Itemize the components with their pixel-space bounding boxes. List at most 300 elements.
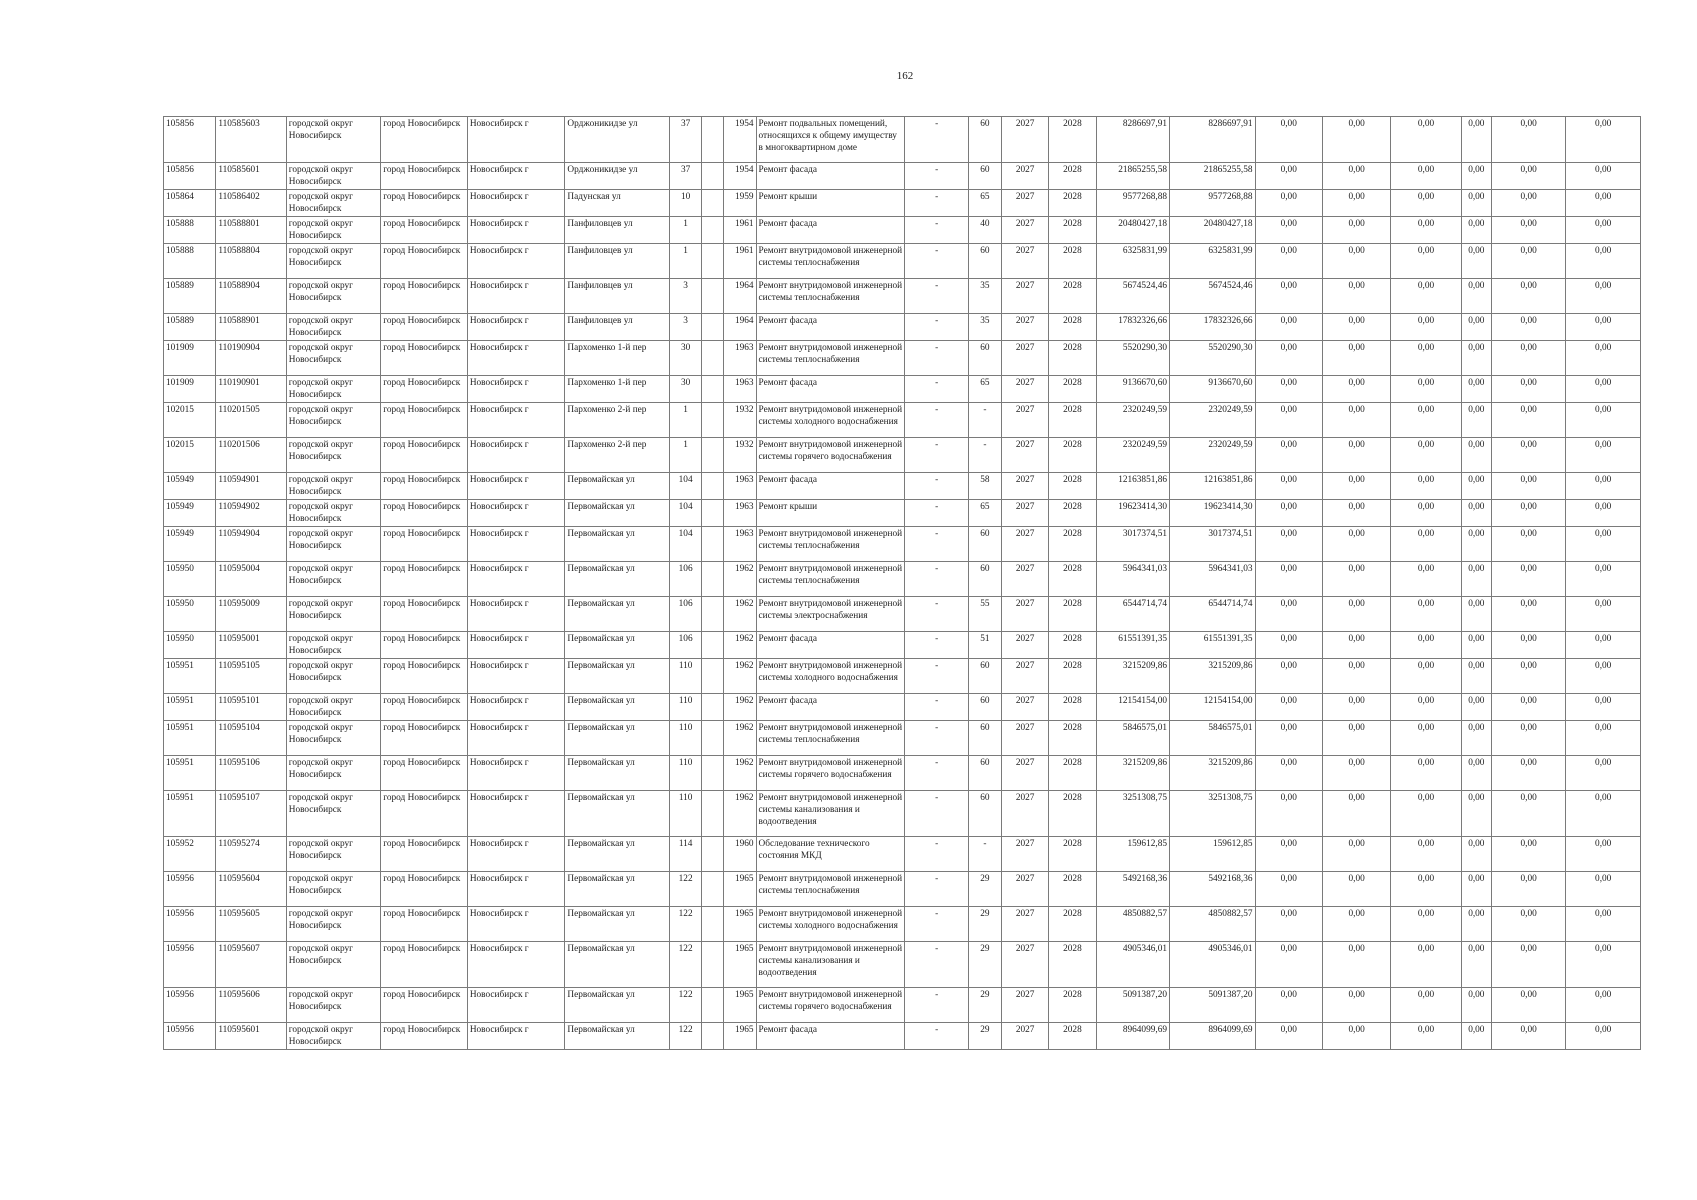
cell-street: Падунская ул: [565, 190, 670, 217]
cell-build-year: 1963: [724, 341, 756, 376]
cell-work-id: 110585603: [216, 117, 286, 163]
cell-plan-end-year: 2028: [1049, 837, 1096, 872]
cell-owners-funds: 0,00: [1461, 659, 1491, 694]
cell-owners-funds: 0,00: [1461, 163, 1491, 190]
cell-city: Новосибирск г: [467, 756, 565, 791]
cell-material: -: [905, 244, 968, 279]
cell-material: -: [905, 190, 968, 217]
cell-material: -: [905, 907, 968, 942]
cell-wear-percent: 29: [968, 988, 1001, 1023]
cell-build-year: 1961: [724, 244, 756, 279]
cell-house-number: 3: [670, 279, 702, 314]
table-row: [164, 791, 1641, 837]
cell-building: [702, 403, 724, 438]
table-row: [164, 314, 1641, 341]
cell-fund-cost: 3215209,86: [1170, 659, 1256, 694]
table-row: [164, 1023, 1641, 1050]
cell-municipal-district: городской округ Новосибирск: [286, 988, 381, 1023]
cell-street: Пархоменко 2-й пер: [565, 438, 670, 473]
page-number: 162: [896, 70, 914, 82]
cell-material: -: [905, 279, 968, 314]
cell-house-number: 1: [670, 403, 702, 438]
cell-settlement: город Новосибирск: [381, 632, 468, 659]
cell-material: -: [905, 217, 968, 244]
cell-settlement: город Новосибирск: [381, 473, 468, 500]
cell-subsidy-local: 0,00: [1391, 837, 1461, 872]
cell-work-id: 110588804: [216, 244, 286, 279]
cell-owners-funds: 0,00: [1461, 403, 1491, 438]
cell-owners-funds: 0,00: [1461, 942, 1491, 988]
cell-plan-start-year: 2027: [1002, 190, 1049, 217]
cell-subsidy-local: 0,00: [1391, 632, 1461, 659]
cell-work-id: 110595606: [216, 988, 286, 1023]
cell-building: [702, 314, 724, 341]
cell-city: Новосибирск г: [467, 341, 565, 376]
table-row: [164, 527, 1641, 562]
cell-house-id: 105956: [164, 1023, 216, 1050]
cell-settlement: город Новосибирск: [381, 942, 468, 988]
cell-work-id: 110190901: [216, 376, 286, 403]
cell-work-type: Ремонт внутридомовой инженерной системы теплоснабжения: [756, 279, 905, 314]
cell-plan-end-year: 2028: [1049, 341, 1096, 376]
cell-house-number: 10: [670, 190, 702, 217]
cell-owners-funds: 0,00: [1461, 756, 1491, 791]
cell-owners-funds: 0,00: [1461, 244, 1491, 279]
cell-plan-end-year: 2028: [1049, 907, 1096, 942]
cell-plan-start-year: 2027: [1002, 694, 1049, 721]
cell-house-number: 122: [670, 1023, 702, 1050]
cell-settlement: город Новосибирск: [381, 163, 468, 190]
cell-wear-percent: 58: [968, 473, 1001, 500]
cell-subsidy-regional: 0,00: [1322, 473, 1390, 500]
cell-work-id: 110585601: [216, 163, 286, 190]
cell-house-number: 1: [670, 438, 702, 473]
cell-subsidy-federal: 0,00: [1255, 376, 1322, 403]
cell-house-number: 110: [670, 659, 702, 694]
cell-building: [702, 942, 724, 988]
cell-build-year: 1962: [724, 721, 756, 756]
cell-municipal-district: городской округ Новосибирск: [286, 942, 381, 988]
cell-subsidy-federal: 0,00: [1255, 190, 1322, 217]
table-row: [164, 217, 1641, 244]
cell-subsidy-local: 0,00: [1391, 376, 1461, 403]
cell-fund-cost: 6544714,74: [1170, 597, 1256, 632]
cell-house-number: 106: [670, 632, 702, 659]
cell-city: Новосибирск г: [467, 988, 565, 1023]
cell-total-cost: 159612,85: [1096, 837, 1169, 872]
cell-subsidy-federal: 0,00: [1255, 217, 1322, 244]
cell-work-type: Ремонт внутридомовой инженерной системы горячего водоснабжения: [756, 988, 905, 1023]
cell-municipal-district: городской округ Новосибирск: [286, 403, 381, 438]
cell-owners-funds: 0,00: [1461, 341, 1491, 376]
cell-work-type: Ремонт фасада: [756, 473, 905, 500]
cell-house-id: 105951: [164, 659, 216, 694]
cell-city: Новосибирск г: [467, 872, 565, 907]
cell-street: Первомайская ул: [565, 1023, 670, 1050]
cell-owners-funds: 0,00: [1461, 279, 1491, 314]
table-row: [164, 438, 1641, 473]
cell-owners-funds: 0,00: [1461, 527, 1491, 562]
cell-plan-start-year: 2027: [1002, 632, 1049, 659]
cell-total-cost: 6544714,74: [1096, 597, 1169, 632]
cell-settlement: город Новосибирск: [381, 217, 468, 244]
cell-street: Пархоменко 1-й пер: [565, 376, 670, 403]
cell-street: Первомайская ул: [565, 632, 670, 659]
cell-subsidy-local: 0,00: [1391, 341, 1461, 376]
cell-settlement: город Новосибирск: [381, 117, 468, 163]
cell-other-funds: 0,00: [1491, 279, 1565, 314]
cell-work-type: Ремонт внутридомовой инженерной системы теплоснабжения: [756, 562, 905, 597]
cell-city: Новосибирск г: [467, 562, 565, 597]
cell-subsidy-federal: 0,00: [1255, 341, 1322, 376]
cell-plan-start-year: 2027: [1002, 117, 1049, 163]
cell-wear-percent: 65: [968, 500, 1001, 527]
cell-subsidy-federal: 0,00: [1255, 907, 1322, 942]
cell-material: -: [905, 403, 968, 438]
cell-settlement: город Новосибирск: [381, 438, 468, 473]
cell-house-id: 105949: [164, 473, 216, 500]
cell-build-year: 1963: [724, 500, 756, 527]
cell-work-type: Ремонт фасада: [756, 376, 905, 403]
cell-total-cost: 4905346,01: [1096, 942, 1169, 988]
cell-settlement: город Новосибирск: [381, 597, 468, 632]
cell-building: [702, 632, 724, 659]
cell-house-number: 30: [670, 376, 702, 403]
cell-work-type: Ремонт внутридомовой инженерной системы горячего водоснабжения: [756, 438, 905, 473]
cell-plan-start-year: 2027: [1002, 562, 1049, 597]
cell-wear-percent: 60: [968, 791, 1001, 837]
cell-subsidy-regional: 0,00: [1322, 791, 1390, 837]
cell-street: Первомайская ул: [565, 942, 670, 988]
cell-municipal-district: городской округ Новосибирск: [286, 438, 381, 473]
cell-fund-cost: 61551391,35: [1170, 632, 1256, 659]
table-row: [164, 190, 1641, 217]
cell-settlement: город Новосибирск: [381, 1023, 468, 1050]
cell-total-cost: 3017374,51: [1096, 527, 1169, 562]
cell-build-year: 1932: [724, 403, 756, 438]
cell-material: -: [905, 376, 968, 403]
cell-street: Орджоникидзе ул: [565, 117, 670, 163]
cell-subsidy-federal: 0,00: [1255, 314, 1322, 341]
cell-subsidy-federal: 0,00: [1255, 438, 1322, 473]
cell-municipal-district: городской округ Новосибирск: [286, 217, 381, 244]
cell-extra-funds: 0,00: [1566, 872, 1641, 907]
cell-extra-funds: 0,00: [1566, 314, 1641, 341]
cell-subsidy-local: 0,00: [1391, 597, 1461, 632]
cell-material: -: [905, 659, 968, 694]
cell-settlement: город Новосибирск: [381, 907, 468, 942]
cell-fund-cost: 3017374,51: [1170, 527, 1256, 562]
cell-house-number: 3: [670, 314, 702, 341]
cell-total-cost: 4850882,57: [1096, 907, 1169, 942]
table-row: [164, 117, 1641, 163]
cell-street: Пархоменко 1-й пер: [565, 341, 670, 376]
cell-city: Новосибирск г: [467, 942, 565, 988]
cell-build-year: 1963: [724, 473, 756, 500]
cell-house-id: 105950: [164, 562, 216, 597]
cell-plan-end-year: 2028: [1049, 694, 1096, 721]
cell-extra-funds: 0,00: [1566, 659, 1641, 694]
cell-material: -: [905, 163, 968, 190]
cell-build-year: 1954: [724, 117, 756, 163]
cell-plan-start-year: 2027: [1002, 721, 1049, 756]
cell-street: Первомайская ул: [565, 837, 670, 872]
cell-owners-funds: 0,00: [1461, 837, 1491, 872]
cell-subsidy-local: 0,00: [1391, 1023, 1461, 1050]
cell-total-cost: 61551391,35: [1096, 632, 1169, 659]
cell-municipal-district: городской округ Новосибирск: [286, 632, 381, 659]
cell-street: Пархоменко 2-й пер: [565, 403, 670, 438]
table-row: [164, 244, 1641, 279]
cell-build-year: 1963: [724, 527, 756, 562]
cell-total-cost: 2320249,59: [1096, 438, 1169, 473]
table-row: [164, 988, 1641, 1023]
cell-build-year: 1965: [724, 872, 756, 907]
cell-work-id: 110595274: [216, 837, 286, 872]
cell-subsidy-federal: 0,00: [1255, 597, 1322, 632]
cell-other-funds: 0,00: [1491, 438, 1565, 473]
cell-plan-end-year: 2028: [1049, 314, 1096, 341]
cell-wear-percent: 60: [968, 694, 1001, 721]
cell-work-id: 110201505: [216, 403, 286, 438]
cell-other-funds: 0,00: [1491, 314, 1565, 341]
cell-wear-percent: 60: [968, 562, 1001, 597]
cell-city: Новосибирск г: [467, 837, 565, 872]
cell-subsidy-local: 0,00: [1391, 721, 1461, 756]
cell-settlement: город Новосибирск: [381, 341, 468, 376]
cell-work-id: 110595104: [216, 721, 286, 756]
cell-subsidy-federal: 0,00: [1255, 117, 1322, 163]
cell-settlement: город Новосибирск: [381, 694, 468, 721]
cell-subsidy-regional: 0,00: [1322, 403, 1390, 438]
cell-settlement: город Новосибирск: [381, 721, 468, 756]
cell-plan-start-year: 2027: [1002, 217, 1049, 244]
cell-municipal-district: городской округ Новосибирск: [286, 279, 381, 314]
cell-street: Первомайская ул: [565, 597, 670, 632]
cell-material: -: [905, 694, 968, 721]
cell-work-type: Ремонт внутридомовой инженерной системы теплоснабжения: [756, 341, 905, 376]
cell-build-year: 1962: [724, 632, 756, 659]
table-row: [164, 756, 1641, 791]
cell-work-type: Ремонт фасада: [756, 217, 905, 244]
cell-owners-funds: 0,00: [1461, 597, 1491, 632]
cell-material: -: [905, 562, 968, 597]
cell-plan-end-year: 2028: [1049, 403, 1096, 438]
cell-subsidy-regional: 0,00: [1322, 907, 1390, 942]
cell-extra-funds: 0,00: [1566, 597, 1641, 632]
cell-city: Новосибирск г: [467, 597, 565, 632]
cell-work-id: 110588904: [216, 279, 286, 314]
cell-city: Новосибирск г: [467, 721, 565, 756]
cell-street: Первомайская ул: [565, 988, 670, 1023]
cell-work-id: 110588901: [216, 314, 286, 341]
cell-build-year: 1965: [724, 907, 756, 942]
cell-settlement: город Новосибирск: [381, 314, 468, 341]
cell-subsidy-local: 0,00: [1391, 438, 1461, 473]
cell-wear-percent: -: [968, 438, 1001, 473]
cell-house-id: 105956: [164, 872, 216, 907]
cell-street: Панфиловцев ул: [565, 314, 670, 341]
cell-other-funds: 0,00: [1491, 597, 1565, 632]
cell-subsidy-local: 0,00: [1391, 500, 1461, 527]
cell-plan-start-year: 2027: [1002, 1023, 1049, 1050]
cell-other-funds: 0,00: [1491, 942, 1565, 988]
cell-building: [702, 527, 724, 562]
cell-subsidy-federal: 0,00: [1255, 244, 1322, 279]
cell-plan-end-year: 2028: [1049, 117, 1096, 163]
table-row: [164, 562, 1641, 597]
cell-owners-funds: 0,00: [1461, 872, 1491, 907]
cell-plan-end-year: 2028: [1049, 527, 1096, 562]
cell-work-type: Ремонт фасада: [756, 1023, 905, 1050]
cell-work-type: Ремонт крыши: [756, 500, 905, 527]
cell-wear-percent: 35: [968, 279, 1001, 314]
cell-city: Новосибирск г: [467, 473, 565, 500]
cell-extra-funds: 0,00: [1566, 438, 1641, 473]
cell-subsidy-federal: 0,00: [1255, 562, 1322, 597]
cell-building: [702, 473, 724, 500]
cell-settlement: город Новосибирск: [381, 279, 468, 314]
cell-house-number: 106: [670, 562, 702, 597]
cell-street: Первомайская ул: [565, 721, 670, 756]
cell-municipal-district: городской округ Новосибирск: [286, 244, 381, 279]
cell-total-cost: 20480427,18: [1096, 217, 1169, 244]
table-body: [164, 117, 1641, 1050]
cell-settlement: город Новосибирск: [381, 244, 468, 279]
cell-city: Новосибирск г: [467, 403, 565, 438]
cell-building: [702, 837, 724, 872]
table-row: [164, 597, 1641, 632]
cell-municipal-district: городской округ Новосибирск: [286, 659, 381, 694]
cell-subsidy-federal: 0,00: [1255, 791, 1322, 837]
cell-fund-cost: 8286697,91: [1170, 117, 1256, 163]
cell-house-id: 105951: [164, 791, 216, 837]
cell-building: [702, 872, 724, 907]
cell-subsidy-regional: 0,00: [1322, 721, 1390, 756]
cell-material: -: [905, 791, 968, 837]
cell-build-year: 1962: [724, 694, 756, 721]
cell-municipal-district: городской округ Новосибирск: [286, 163, 381, 190]
cell-plan-end-year: 2028: [1049, 244, 1096, 279]
cell-plan-end-year: 2028: [1049, 632, 1096, 659]
table-row: [164, 279, 1641, 314]
cell-other-funds: 0,00: [1491, 907, 1565, 942]
cell-house-id: 105951: [164, 721, 216, 756]
cell-fund-cost: 2320249,59: [1170, 438, 1256, 473]
cell-total-cost: 6325831,99: [1096, 244, 1169, 279]
cell-fund-cost: 21865255,58: [1170, 163, 1256, 190]
cell-house-number: 30: [670, 341, 702, 376]
cell-subsidy-regional: 0,00: [1322, 117, 1390, 163]
cell-subsidy-federal: 0,00: [1255, 279, 1322, 314]
cell-municipal-district: городской округ Новосибирск: [286, 694, 381, 721]
cell-building: [702, 756, 724, 791]
cell-wear-percent: 29: [968, 1023, 1001, 1050]
cell-building: [702, 791, 724, 837]
cell-plan-end-year: 2028: [1049, 376, 1096, 403]
cell-building: [702, 907, 724, 942]
cell-plan-end-year: 2028: [1049, 473, 1096, 500]
cell-plan-start-year: 2027: [1002, 403, 1049, 438]
cell-other-funds: 0,00: [1491, 694, 1565, 721]
cell-street: Первомайская ул: [565, 694, 670, 721]
cell-total-cost: 3215209,86: [1096, 659, 1169, 694]
cell-plan-start-year: 2027: [1002, 376, 1049, 403]
cell-total-cost: 12154154,00: [1096, 694, 1169, 721]
cell-subsidy-regional: 0,00: [1322, 694, 1390, 721]
cell-subsidy-federal: 0,00: [1255, 721, 1322, 756]
cell-house-number: 114: [670, 837, 702, 872]
cell-plan-end-year: 2028: [1049, 163, 1096, 190]
cell-work-type: Ремонт внутридомовой инженерной системы теплоснабжения: [756, 527, 905, 562]
cell-work-type: Ремонт крыши: [756, 190, 905, 217]
cell-house-id: 105889: [164, 314, 216, 341]
cell-fund-cost: 2320249,59: [1170, 403, 1256, 438]
cell-subsidy-regional: 0,00: [1322, 279, 1390, 314]
cell-street: Орджоникидзе ул: [565, 163, 670, 190]
cell-work-id: 110190904: [216, 341, 286, 376]
cell-settlement: город Новосибирск: [381, 527, 468, 562]
cell-fund-cost: 159612,85: [1170, 837, 1256, 872]
cell-total-cost: 8964099,69: [1096, 1023, 1169, 1050]
cell-subsidy-regional: 0,00: [1322, 562, 1390, 597]
cell-city: Новосибирск г: [467, 217, 565, 244]
cell-build-year: 1963: [724, 376, 756, 403]
cell-settlement: город Новосибирск: [381, 659, 468, 694]
cell-build-year: 1959: [724, 190, 756, 217]
cell-street: Первомайская ул: [565, 756, 670, 791]
cell-street: Первомайская ул: [565, 500, 670, 527]
cell-subsidy-federal: 0,00: [1255, 632, 1322, 659]
cell-city: Новосибирск г: [467, 1023, 565, 1050]
cell-work-type: Ремонт внутридомовой инженерной системы электроснабжения: [756, 597, 905, 632]
cell-house-number: 104: [670, 473, 702, 500]
cell-fund-cost: 5846575,01: [1170, 721, 1256, 756]
cell-municipal-district: городской округ Новосибирск: [286, 376, 381, 403]
cell-work-type: Ремонт внутридомовой инженерной системы теплоснабжения: [756, 721, 905, 756]
cell-build-year: 1964: [724, 314, 756, 341]
cell-plan-start-year: 2027: [1002, 791, 1049, 837]
cell-work-id: 110595105: [216, 659, 286, 694]
cell-fund-cost: 5091387,20: [1170, 988, 1256, 1023]
cell-subsidy-local: 0,00: [1391, 791, 1461, 837]
cell-building: [702, 279, 724, 314]
cell-owners-funds: 0,00: [1461, 1023, 1491, 1050]
cell-house-id: 105856: [164, 163, 216, 190]
cell-build-year: 1954: [724, 163, 756, 190]
cell-extra-funds: 0,00: [1566, 190, 1641, 217]
cell-owners-funds: 0,00: [1461, 988, 1491, 1023]
cell-extra-funds: 0,00: [1566, 163, 1641, 190]
cell-work-id: 110595601: [216, 1023, 286, 1050]
cell-building: [702, 163, 724, 190]
cell-house-id: 105956: [164, 988, 216, 1023]
cell-work-type: Ремонт внутридомовой инженерной системы холодного водоснабжения: [756, 403, 905, 438]
cell-other-funds: 0,00: [1491, 341, 1565, 376]
cell-wear-percent: 29: [968, 907, 1001, 942]
cell-subsidy-federal: 0,00: [1255, 988, 1322, 1023]
cell-fund-cost: 20480427,18: [1170, 217, 1256, 244]
cell-building: [702, 659, 724, 694]
cell-subsidy-local: 0,00: [1391, 872, 1461, 907]
cell-house-id: 102015: [164, 438, 216, 473]
cell-subsidy-federal: 0,00: [1255, 163, 1322, 190]
repair-registry-table: [163, 116, 1641, 1050]
cell-municipal-district: городской округ Новосибирск: [286, 341, 381, 376]
cell-house-number: 104: [670, 527, 702, 562]
cell-work-id: 110595107: [216, 791, 286, 837]
cell-work-id: 110595101: [216, 694, 286, 721]
